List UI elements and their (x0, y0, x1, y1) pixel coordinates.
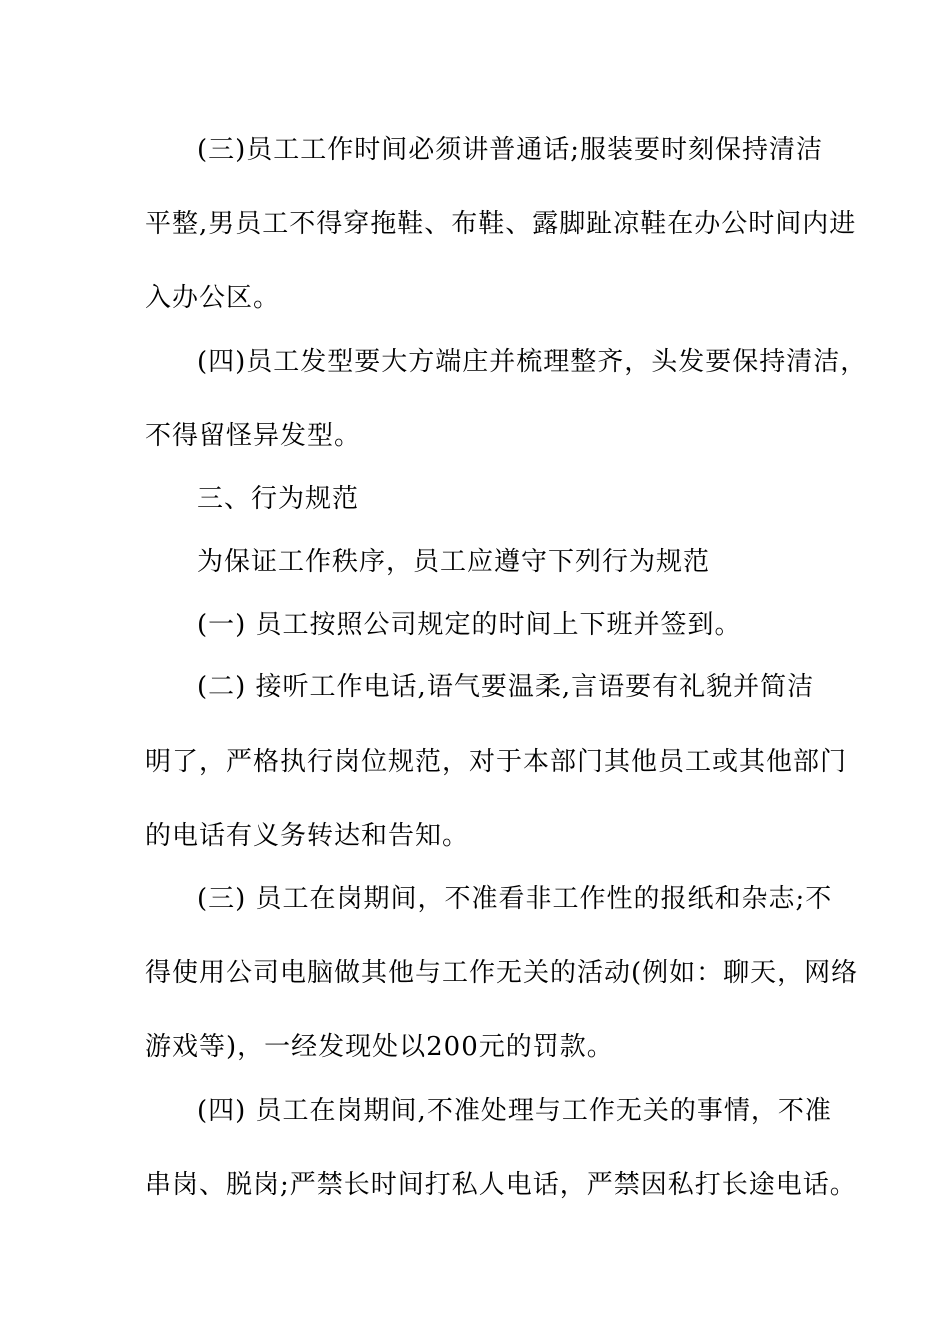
paragraph-line: 得使用公司电脑做其他与工作无关的活动(例如：聊天，网络 (145, 958, 859, 988)
paragraph-line: (一) 员工按照公司规定的时间上下班并签到。 (197, 610, 742, 640)
paragraph-line: 游戏等)，一经发现处以200元的罚款。 (145, 1032, 614, 1062)
paragraph-line: (四)员工发型要大方端庄并梳理整齐，头发要保持清洁， (197, 347, 868, 377)
paragraph-line: 平整,男员工不得穿拖鞋、布鞋、露脚趾凉鞋在办公时间内进 (145, 209, 857, 239)
paragraph-line: (三)员工工作时间必须讲普通话;服装要时刻保持清洁 (197, 135, 824, 165)
paragraph-line: 不得留怪异发型。 (145, 421, 362, 451)
paragraph-line: 明了，严格执行岗位规范，对于本部门其他员工或其他部门 (145, 747, 848, 777)
paragraph-line: (三) 员工在岗期间，不准看非工作性的报纸和杂志;不 (197, 884, 833, 914)
paragraph-line: (二) 接听工作电话,语气要温柔,言语要有礼貌并简洁 (197, 672, 815, 702)
paragraph-line: 入办公区。 (145, 283, 281, 313)
paragraph-line: 串岗、脱岗;严禁长时间打私人电话，严禁因私打长途电话。 (145, 1170, 857, 1200)
paragraph-line: (四) 员工在岗期间,不准处理与工作无关的事情，不准 (197, 1096, 832, 1126)
paragraph-line: 为保证工作秩序，员工应遵守下列行为规范 (197, 547, 711, 577)
section-heading: 三、行为规范 (197, 484, 360, 514)
paragraph-line: 的电话有义务转达和告知。 (145, 821, 470, 851)
